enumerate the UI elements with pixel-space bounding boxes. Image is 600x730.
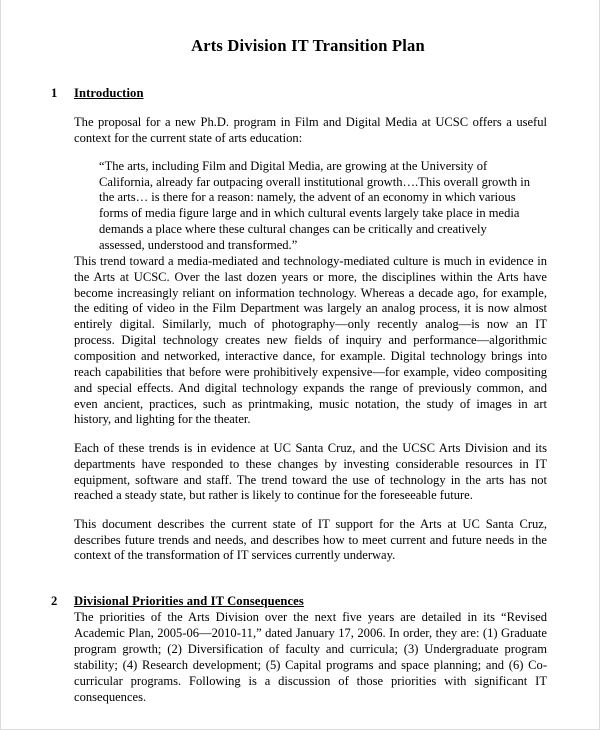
blockquote: “The arts, including Film and Digital Media, are growing at the University of California, already far outpacing overall institutional growth….This overall growth in the arts… is there for a reason: namely, the advent of an economy in which various forms of media figure large and in which cultural events largely take place in media demands a place where these cultural changes can be critically and creatively assessed, understood and transformed.”	[99, 158, 531, 253]
section-2-body	[51, 610, 547, 705]
paragraph: This trend toward a media-mediated and technology-mediated culture is much in evidence in the Arts at UCSC. Over the last dozen years or more, the disciplines within the Arts have become increasingly reliant on information technology. Whereas a decade ago, for example, the editing of video in the Film Department was largely an analog process, it is now almost entirely digital. Similarly, much of photography—only recently analog—is now an IT process. Digital technology creates new fields of inquiry and performance—algorithmic composition and networked, interactive dance, for example. Digital technology brings into reach capabilities that before were prohibitively expensive—for example, video compositing and special effects. And digital technology expands the range of previously common, and even ancient, practices, such as printmaking, music notation, the study of images in art history, and lighting for the theater.	[74, 253, 547, 427]
document-content	[51, 28, 547, 706]
section-heading-1	[51, 86, 547, 101]
section-1-body	[51, 115, 547, 564]
section-number: 2	[51, 594, 58, 609]
section-introduction	[51, 86, 547, 564]
paragraph: Each of these trends is in evidence at UC Santa Cruz, and the UCSC Arts Division and its departments have responded to these changes by investing considerable resources in IT equipment, software and staff. The trend toward the use of technology in the arts has not reached a steady state, but rather is likely to continue for the foreseeable future.	[74, 440, 547, 503]
paragraph: The priorities of the Arts Division over the next five years are detailed in its “Revised Academic Plan, 2005-06—2010-11,” dated January 17, 2006. In order, they are: (1) Graduate program growth; (2) Diversification of faculty and curricula; (3) Undergraduate program stability; (4) Research development; (5) Capital programs and space planning; and (6) Co-curricular programs. Following is a discussion of those priorities with significant IT consequences.	[74, 610, 547, 704]
section-title: Divisional Priorities and IT Consequences	[74, 594, 304, 609]
paragraph: This document describes the current state of IT support for the Arts at UC Santa Cruz, describes future trends and needs, and describes how to meet current and future needs in the context of the transformation of IT services currently underway.	[74, 516, 547, 563]
section-number: 1	[51, 86, 58, 100]
section-heading-2	[51, 594, 547, 609]
section-divisional-priorities	[51, 594, 547, 705]
page-title: Arts Division IT Transition Plan	[191, 36, 425, 55]
paragraph: The proposal for a new Ph.D. program in Film and Digital Media at UCSC offers a useful context for the current state of arts education:	[74, 115, 547, 145]
section-title: Introduction	[74, 86, 144, 100]
